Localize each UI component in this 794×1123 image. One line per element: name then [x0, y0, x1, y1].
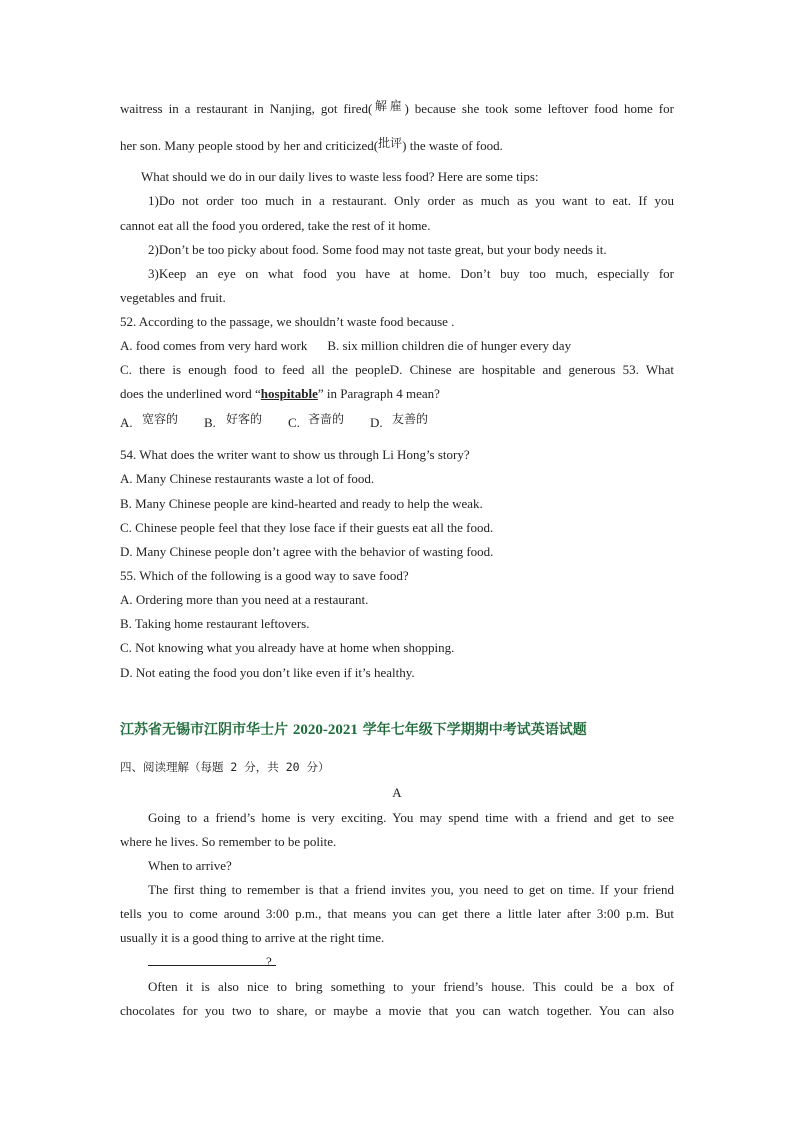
- question-55-option-a: A. Ordering more than you need at a restaurant.: [120, 592, 369, 607]
- question-54-option-d: D. Many Chinese people don’t agree with the behavior of wasting food.: [120, 544, 494, 559]
- passage-a-line: usually it is a good thing to arrive at the right time.: [120, 930, 385, 945]
- question-55-option-b: B. Taking home restaurant leftovers.: [120, 616, 310, 631]
- tip-line: 3)Keep an eye on what food you have at home. Don’t buy too much, especially for: [148, 266, 674, 281]
- title-text: 学年七年级下学期期中考试英语试题: [357, 722, 587, 738]
- tip-line: 2)Don’t be too picky about food. Some food may not taste great, but your body needs it.: [148, 242, 607, 257]
- passage-label: A: [392, 785, 402, 800]
- passage-a-line: where he lives. So remember to be polite.: [120, 834, 337, 849]
- question-mark: ?: [266, 954, 272, 969]
- question-53-options: [120, 414, 428, 432]
- option-a: 宽容的: [142, 412, 179, 426]
- passage-a-line: The first thing to remember is that a friend invites you, you need to get on time. If your friend: [148, 882, 674, 897]
- question-55-option-d: D. Not eating the food you don’t like even if it’s healthy.: [120, 665, 415, 680]
- passage-a-line: Going to a friend’s home is very exciting. You may spend time with a friend and get to see: [148, 810, 674, 825]
- question-52: 52. According to the passage, we shouldn’t waste food because .: [120, 314, 455, 329]
- question-54: 54. What does the writer want to show us through Li Hong’s story?: [120, 447, 470, 462]
- title-year: 2020-2021: [292, 722, 358, 738]
- option-a: A. food comes from very hard work: [120, 338, 308, 353]
- question-53: [120, 385, 440, 403]
- question-52-cd-line: C. there is enough food to feed all the peopleD. Chinese are hospitable and generous 53. What: [120, 362, 674, 377]
- chinese-gloss: 解雇: [372, 99, 405, 113]
- answer-blank[interactable]: [148, 953, 276, 966]
- option-b: B. six million children die of hunger every day: [327, 338, 572, 353]
- option-b-label: B.: [204, 415, 216, 430]
- chinese-gloss: 批评: [378, 136, 403, 150]
- text-run: waitress in a restaurant in Nanjing, got fired(: [120, 101, 373, 116]
- question-54-option-c: C. Chinese people feel that they lose face if their guests eat all the food.: [120, 520, 494, 535]
- title-text: 江苏省无锡市江阴市华士片: [120, 722, 293, 738]
- passage-a-line: chocolates for you two to share, or maybe a movie that you can watch together. You can also: [120, 1003, 674, 1018]
- text-run: ) because she took some leftover food home for: [404, 101, 674, 116]
- blank-heading: [148, 953, 282, 971]
- option-d-label: D.: [370, 415, 383, 430]
- text-run: her son. Many people stood by her and criticized(: [120, 138, 379, 153]
- text-run: ) the waste of food.: [402, 138, 503, 153]
- passage-line: [120, 137, 503, 155]
- passage-line: [120, 100, 674, 118]
- option-a-label: A.: [120, 415, 133, 430]
- option-c: 吝啬的: [308, 412, 345, 426]
- exam-title: [120, 719, 587, 739]
- option-d: 友善的: [392, 412, 429, 426]
- option-b: 好客的: [226, 412, 263, 426]
- passage-line: What should we do in our daily lives to waste less food? Here are some tips:: [141, 169, 539, 184]
- passage-a-line: tells you to come around 3:00 p.m., that means you can get there a little later after 3:00 p.m. But: [120, 906, 674, 921]
- section-heading: 四、阅读理解（每题 2 分，共 20 分）: [120, 760, 330, 774]
- subheading: When to arrive?: [148, 858, 232, 873]
- question-52-options: [120, 337, 571, 355]
- passage-a-line: Often it is also nice to bring something to your friend’s house. This could be a box of: [148, 979, 674, 994]
- text-run: does the underlined word “: [120, 386, 261, 401]
- question-54-option-b: B. Many Chinese people are kind-hearted and ready to help the weak.: [120, 496, 483, 511]
- question-55-option-c: C. Not knowing what you already have at home when shopping.: [120, 640, 455, 655]
- option-c-label: C.: [288, 415, 300, 430]
- tip-line: 1)Do not order too much in a restaurant. Only order as much as you want to eat. If you: [148, 193, 674, 208]
- question-54-option-a: A. Many Chinese restaurants waste a lot of food.: [120, 471, 375, 486]
- underlined-word: hospitable: [260, 386, 318, 401]
- text-run: ” in Paragraph 4 mean?: [317, 386, 440, 401]
- tip-line: cannot eat all the food you ordered, take the rest of it home.: [120, 218, 431, 233]
- question-55: 55. Which of the following is a good way to save food?: [120, 568, 409, 583]
- tip-line: vegetables and fruit.: [120, 290, 226, 305]
